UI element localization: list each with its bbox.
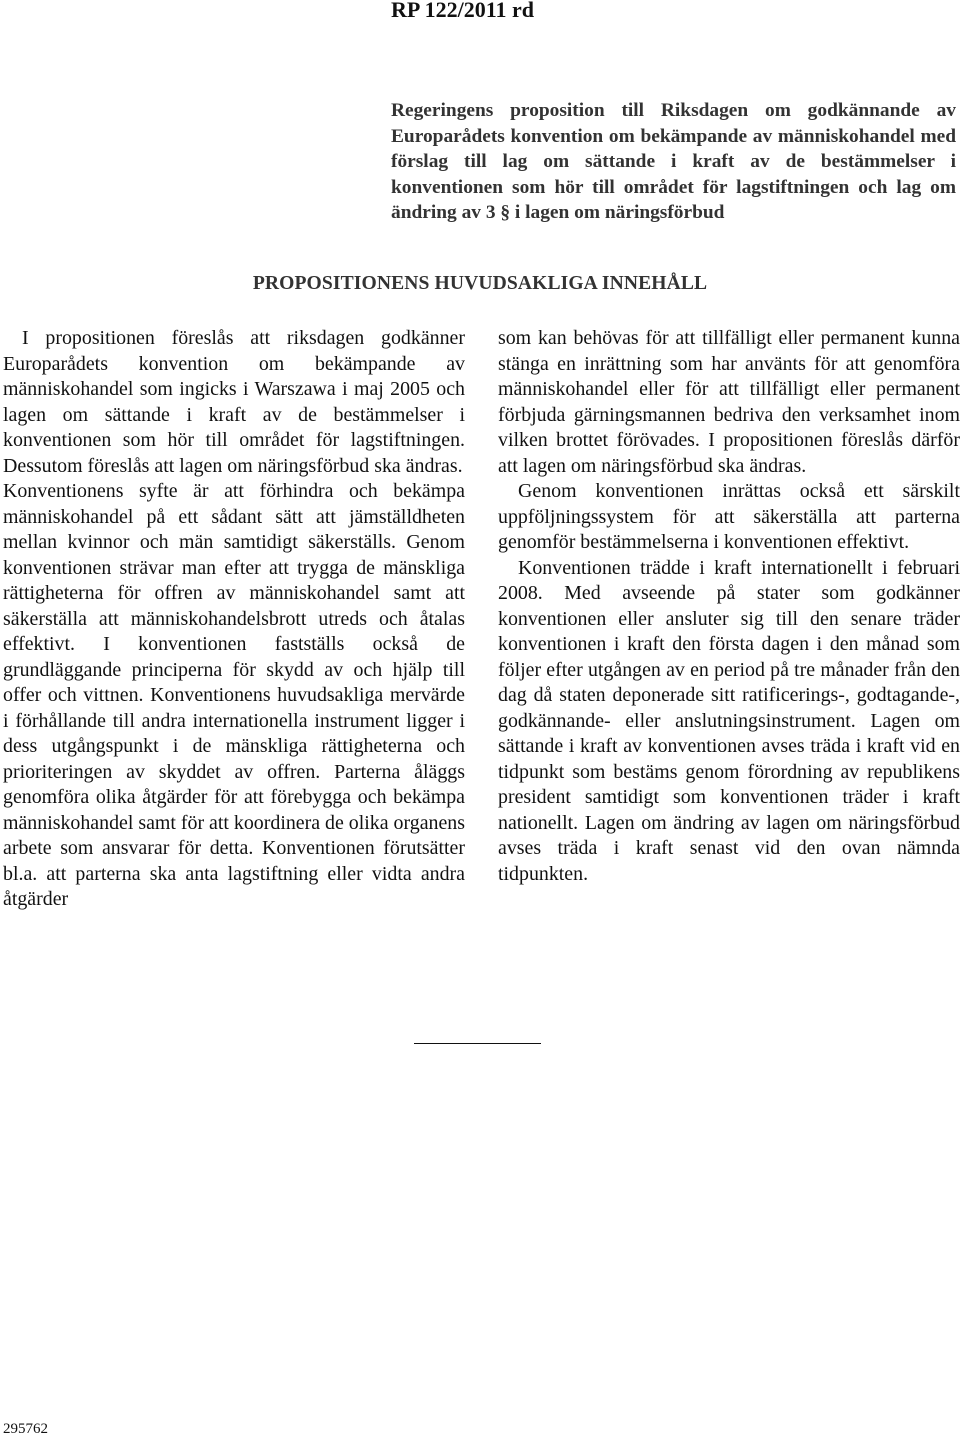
section-heading: PROPOSITIONENS HUVUDSAKLIGA INNEHÅLL [252, 273, 708, 294]
page-code: 295762 [3, 1421, 48, 1437]
left-paragraph-1: I propositionen föreslås att riksdagen godkänner Europarådets konvention om bekämpande av människohandel som ingicks i Warszawa i maj 2005 och lagen om sättande i kraft av de bestämmelser i konventionen som hör till området för lagstiftningen. Dessutom föreslås att lagen om näringsförbud ska ändras. [3, 327, 465, 477]
right-paragraph-3: Konventionen trädde i kraft internationellt i februari 2008. Med avseende på stater som godkänner konventionen eller ansluter sig till den senare träder konventionen i kraft den första dagen i den månad som följer efter utgången av en period på tre månader från den dag då staten deponerade sitt ratificerings-, godtagande-, godkännande- eller anslutningsinstrument. Lagen om sättande i kraft av konventionen avses träda i kraft vid en tidpunkt som bestäms genom förordning av republikens president samtidigt som konventionen träder i kraft nationellt. Lagen om ändring av lagen om näringsförbud avses träda i kraft senast vid den ovan nämnda tidpunkten. [498, 556, 960, 885]
left-column [3, 326, 465, 913]
running-head: RP 122/2011 rd [391, 0, 535, 22]
right-paragraph-1: som kan behövas för att tillfälligt eller permanent kunna stänga en inrättning som har använts för att genomföra människohandel eller för att tillfälligt eller permanent förbjuda gärningsmannen bedriva den verksamhet inom vilken brottet förövades. I propositionen föreslås därför att lagen om näringsförbud ska ändras. [498, 327, 960, 477]
end-divider [414, 1043, 541, 1044]
right-column [498, 326, 960, 887]
right-paragraph-2: Genom konventionen inrättas också ett särskilt uppföljningssystem för att säkerställa att parterna genomför bestämmelserna i konventionen effektivt. [498, 480, 960, 553]
document-title: Regeringens proposition till Riksdagen om godkännande av Europarådets konvention om bekämpande av människohandel med förslag till lag om sättande i kraft av de bestämmelser i konventionen som hör till området för lagstiftningen och lag om ändring av 3 § i lagen om näringsförbud [391, 100, 956, 223]
left-paragraph-2: Konventionens syfte är att förhindra och bekämpa människohandel på ett sådant sätt att jämställdheten mellan kvinnor och män samtidigt säkerställs. Genom konventionen strävar man efter att trygga de mänskliga rättigheterna för offren av människohandel samt att säkerställa att människohandelsbrott utreds och åtalas effektivt. I konventionen fastställs också de grundläggande principerna för skydd av och hjälp till offer och vittnen. Konventionens huvudsakliga mervärde i förhållande till andra internationella instrument ligger i dess utgångspunkt i de mänskliga rättigheterna och prioriteringen av skyddet av offren. Parterna åläggs genomföra olika åtgärder för att förebygga och bekämpa människohandel samt för att koordinera de olika organens arbete som ansvarar för detta. Konventionen förutsätter bl.a. att parterna ska anta lagstiftning eller vidta andra åtgärder [3, 480, 465, 910]
